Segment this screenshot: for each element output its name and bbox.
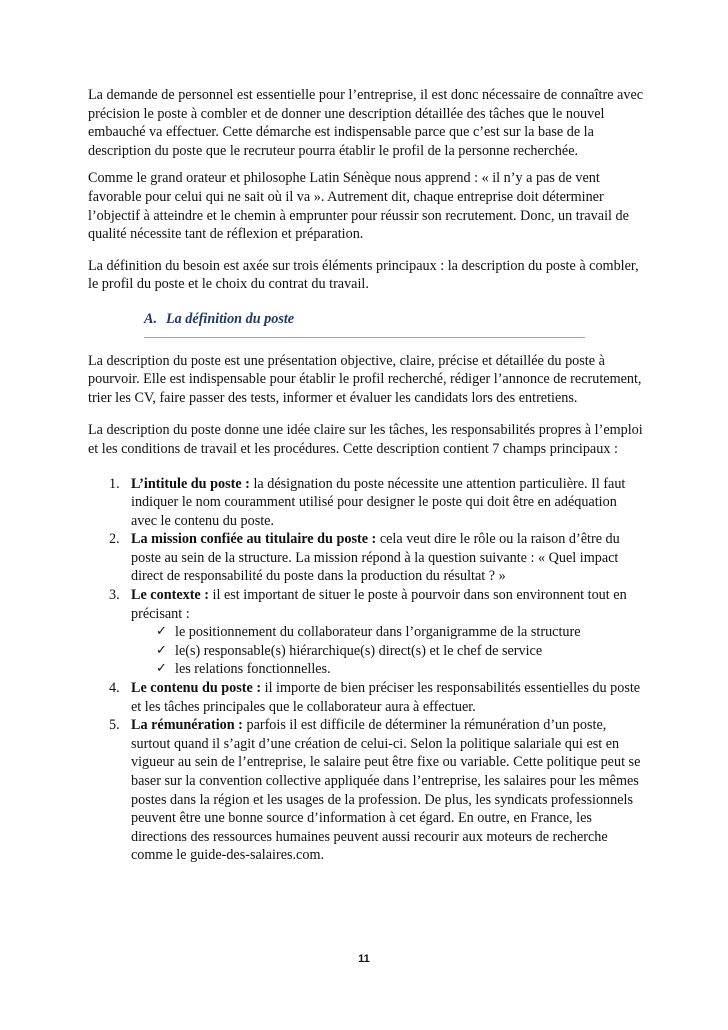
document-page	[88, 86, 644, 865]
paragraph-seneque-quote: Comme le grand orateur et philosophe Latin Sénèque nous apprend : « il n’y a pas de vent favorable pour celui qui ne sait où il va ». Autrement dit, chaque entreprise doit déterminer l’objectif à atteindre et le chemin à emprunter pour réussir son recrutement. Donc, un travail de qualité nécessite tant de réflexion et préparation.	[88, 170, 629, 243]
check-icon: ✓	[156, 624, 167, 640]
paragraph-need-definition: La définition du besoin est axée sur trois éléments principaux : la description du poste à combler, le profil du poste et le choix du contrat du travail.	[88, 257, 639, 293]
context-sublist	[131, 623, 644, 679]
section-heading	[144, 310, 585, 338]
list-item-label: L’intitule du poste :	[131, 475, 250, 492]
sublist-item-text: le positionnement du collaborateur dans l’organigramme de la structure	[175, 624, 581, 641]
list-item-label: La mission confiée au titulaire du poste :	[131, 531, 377, 548]
list-item	[88, 716, 644, 865]
list-item-label: Le contexte :	[131, 587, 209, 604]
list-item	[88, 475, 644, 531]
paragraph-job-description: La description du poste est une présentation objective, claire, précise et détaillée du poste à pourvoir. Elle est indispensable pour établir le profil recherché, rédiger l’annonce de recrutement, trier les CV, faire passer des tests, informer et évaluer les candidats lors des entretiens.	[88, 352, 642, 406]
list-item	[88, 586, 644, 679]
list-item-number: 5.	[109, 717, 120, 734]
list-item-text: il importe de bien préciser les responsabilités essentielles du poste et les tâches principales que le collaborateur aura à effectuer.	[131, 680, 641, 715]
sublist-item	[131, 623, 644, 642]
list-item	[88, 679, 644, 716]
page-number: 11	[358, 953, 370, 965]
list-item-text: il est important de situer le poste à pourvoir dans son environnent tout en précisant :	[131, 587, 627, 622]
sublist-item-text: les relations fonctionnelles.	[175, 661, 331, 678]
list-item-number: 2.	[109, 531, 120, 548]
list-item-number: 3.	[109, 587, 120, 604]
section-heading-marker: A.	[144, 310, 158, 327]
check-icon: ✓	[156, 642, 167, 658]
list-item-number: 4.	[109, 680, 120, 697]
list-item-text: la désignation du poste nécessite une attention particulière. Il faut indiquer le nom couramment utilisé pour designer le poste qui doit être en adéquation avec le contenu du poste.	[131, 475, 626, 529]
list-item-label: Le contenu du poste :	[131, 680, 262, 697]
sublist-item	[131, 642, 644, 661]
list-item-text: cela veut dire le rôle ou la raison d’être du poste au sein de la structure. La mission répond à la question suivante : « Quel impact direct de responsabilité du poste dans la production du résultat ? »	[131, 531, 620, 585]
section-heading-title: La définition du poste	[166, 310, 295, 327]
paragraph-intro: La demande de personnel est essentielle pour l’entreprise, il est donc nécessaire de connaître avec précision le poste à combler et de donner une description détaillée des tâches que le nouvel embauché va effectuer. Cette démarche est indispensable parce que c’est sur la base de la description du poste que le recruteur pourra établir le profil de la personne recherchée.	[88, 87, 644, 159]
list-item	[88, 530, 644, 586]
paragraph-fields-intro: La description du poste donne une idée claire sur les tâches, les responsabilités propres à l’emploi et les conditions de travail et les procédures. Cette description contient 7 champs principaux :	[88, 422, 643, 457]
list-item-text: parfois il est difficile de déterminer la rémunération d’un poste, surtout quand il s’agit d’une création de celui-ci. Selon la politique salariale qui est en vigueur au sein de l’entreprise, le salaire peut être fixe ou variable. Cette politique peut se baser sur la convention collective appliquée dans l’entreprise, les salaires pour les mêmes postes dans la région et les usages de la profession. De plus, les syndicats professionnels peuvent être une bonne source d’information à cet égard. En outre, en France, les directions des ressources humaines peuvent aussi recourir aux moteurs de recherche comme le guide-des-salaires.com.	[131, 717, 641, 864]
check-icon: ✓	[156, 661, 167, 677]
sublist-item-text: le(s) responsable(s) hiérarchique(s) direct(s) et le chef de service	[175, 642, 543, 659]
fields-list	[88, 475, 644, 865]
sublist-item	[131, 660, 644, 679]
list-item-label: La rémunération :	[131, 717, 243, 734]
list-item-number: 1.	[109, 475, 120, 492]
